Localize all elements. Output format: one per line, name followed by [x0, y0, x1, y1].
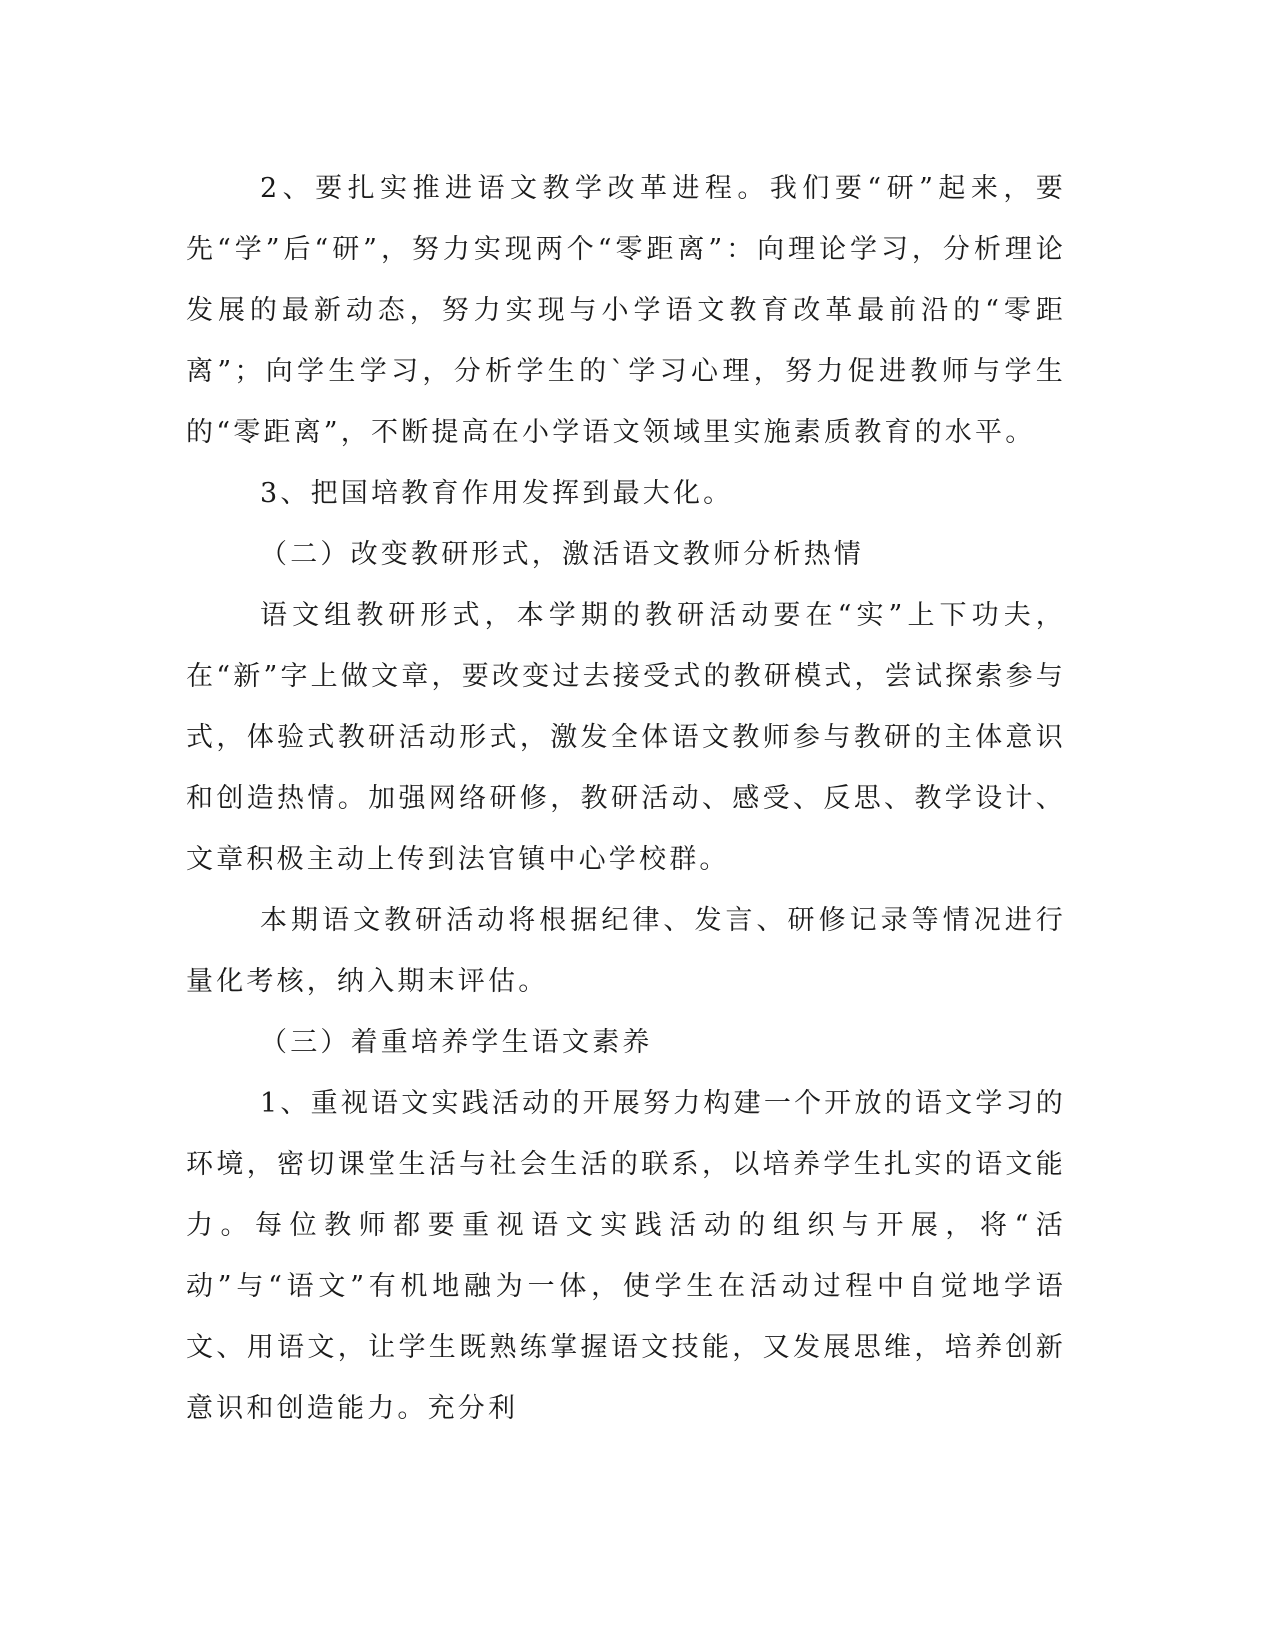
document-body: [186, 158, 1066, 1439]
paragraph-research-form: 语文组教研形式，本学期的教研活动要在“实”上下功夫，在“新”字上做文章，要改变过去接受式的教研模式，尝试探索参与式，体验式教研活动形式，激发全体语文教师参与教研的主体意识和创造热情。加强网络研修，教研活动、感受、反思、教学设计、文章积极主动上传到法官镇中心学校群。: [186, 600, 1066, 875]
paragraph-practice-activities: 1、重视语文实践活动的开展努力构建一个开放的语文学习的环境，密切课堂生活与社会生活的联系，以培养学生扎实的语文能力。每位教师都要重视语文实践活动的组织与开展，将“活动”与“语文”有机地融为一体，使学生在活动过程中自觉地学语文、用语文，让学生既熟练掌握语文技能，又发展思维，培养创新意识和创造能力。充分利: [186, 1088, 1066, 1424]
paragraph-assessment: 本期语文教研活动将根据纪律、发言、研修记录等情况进行量化考核，纳入期末评估。: [186, 905, 1066, 997]
paragraph-reform-progress: 2、要扎实推进语文教学改革进程。我们要“研”起来，要先“学”后“研”，努力实现两个“零距离”：向理论学习，分析理论发展的最新动态，努力实现与小学语文教育改革最前沿的“零距离”；向学生学习，分析学生的`学习心理，努力促进教师与学生的“零距离”，不断提高在小学语文领域里实施素质教育的水平。: [186, 173, 1066, 448]
section-heading-two: （二）改变教研形式，激活语文教师分析热情: [260, 539, 864, 570]
section-heading-three: （三）着重培养学生语文素养: [260, 1027, 653, 1058]
paragraph-national-training: 3、把国培教育作用发挥到最大化。: [260, 478, 734, 509]
